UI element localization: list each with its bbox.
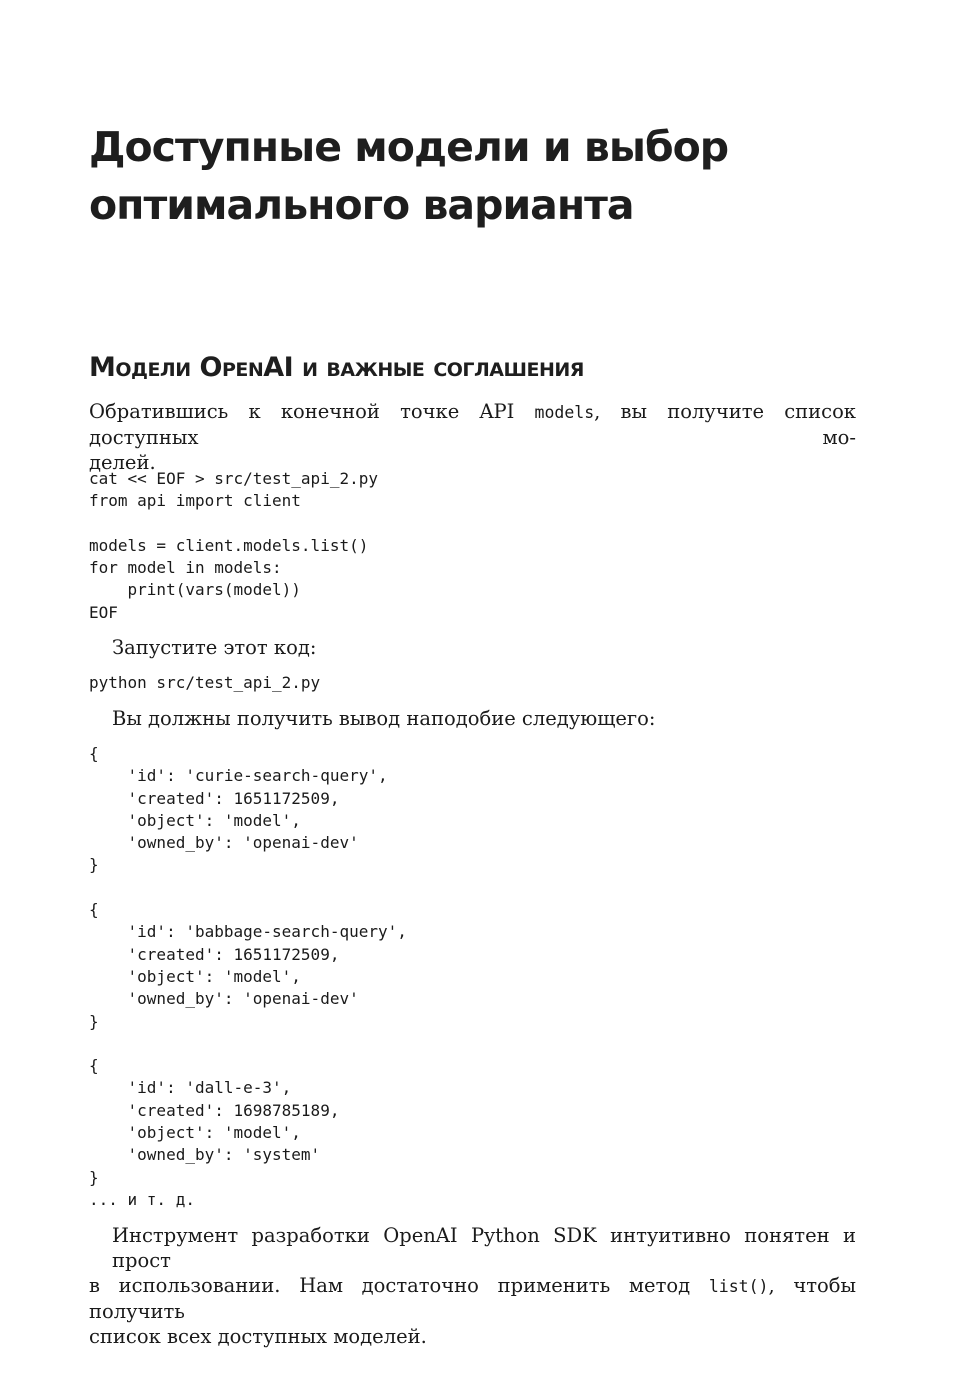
- code-line: 'id': 'dall-e-3',: [89, 1078, 292, 1098]
- chapter-title-line-2: оптимального варианта: [89, 181, 634, 229]
- code-line: 'owned_by': 'system': [89, 1145, 321, 1165]
- code-line: 'owned_by': 'openai-dev': [89, 833, 359, 853]
- closing-paragraph: [89, 1223, 856, 1349]
- code-line: [89, 1033, 407, 1055]
- code-line: ... и т. д.: [89, 1189, 195, 1209]
- code-line: [89, 513, 378, 535]
- code-block-script: [89, 468, 378, 624]
- intro-paragraph: [89, 399, 856, 475]
- closing-text-before: в использовании. Нам достаточно применить метод: [89, 1274, 709, 1297]
- code-line: [89, 877, 407, 899]
- code-line: {: [89, 744, 99, 763]
- chapter-title-line-1: Доступные модели и выбор: [89, 123, 729, 171]
- code-line: }: [89, 1167, 99, 1187]
- code-line: from api import client: [89, 491, 301, 511]
- intro-text-after: , вы получите список доступных мо-: [89, 400, 856, 449]
- code-line: for model in models:: [89, 558, 282, 578]
- code-block-command: [89, 672, 320, 694]
- chapter-title: [89, 118, 856, 234]
- code-block-output: [89, 743, 407, 1211]
- code-line: 'created': 1651172509,: [89, 944, 340, 964]
- code-line: 'object': 'model',: [89, 966, 301, 986]
- run-instruction-text: Запустите этот код:: [112, 636, 317, 659]
- closing-text-after: , чтобы получить: [89, 1274, 857, 1323]
- code-line: 'owned_by': 'openai-dev': [89, 989, 359, 1009]
- closing-line-2: [89, 1273, 856, 1324]
- code-line: 'id': 'curie-search-query',: [89, 766, 388, 786]
- code-line: }: [89, 1011, 99, 1031]
- code-line: {: [89, 900, 99, 920]
- code-line: EOF: [89, 602, 118, 622]
- inline-code-models: models: [534, 403, 595, 422]
- inline-code-list: list(): [708, 1277, 769, 1296]
- code-line: 'created': 1651172509,: [89, 788, 340, 808]
- closing-line-3: список всех доступных моделей.: [89, 1325, 427, 1348]
- output-instruction-text: Вы должны получить вывод наподобие следующего:: [112, 707, 656, 730]
- code-line: cat << EOF > src/test_api_2.py: [89, 469, 378, 488]
- intro-line-2: делей.: [89, 451, 156, 474]
- run-instruction: [89, 635, 879, 660]
- intro-text-before: Обратившись к конечной точке API: [89, 400, 535, 423]
- code-line: print(vars(model)): [89, 580, 301, 600]
- code-line: 'object': 'model',: [89, 810, 301, 830]
- section-title: Модели OpenAI и важные соглашения: [89, 352, 584, 383]
- closing-line-1: Инструмент разработки OpenAI Python SDK интуитивно понятен и прост: [112, 1224, 856, 1272]
- output-instruction: [89, 706, 879, 731]
- code-line: python src/test_api_2.py: [89, 673, 321, 692]
- code-line: {: [89, 1056, 99, 1076]
- code-line: 'id': 'babbage-search-query',: [89, 922, 407, 942]
- code-line: 'object': 'model',: [89, 1123, 301, 1143]
- code-line: }: [89, 855, 99, 875]
- intro-line-1: [89, 399, 856, 450]
- code-line: models = client.models.list(): [89, 535, 369, 555]
- code-line: 'created': 1698785189,: [89, 1100, 340, 1120]
